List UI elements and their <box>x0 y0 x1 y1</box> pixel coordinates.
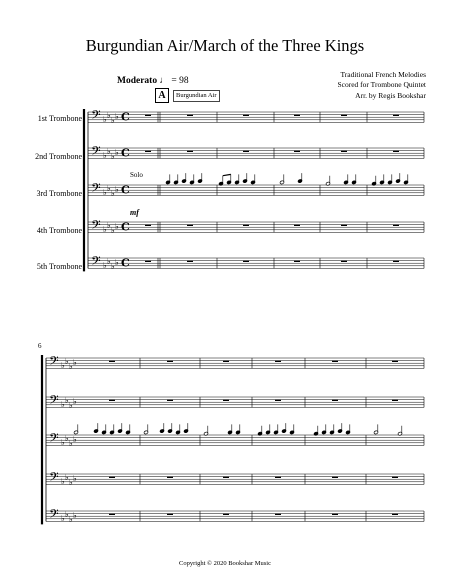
common-time-signature: C <box>121 110 130 124</box>
bass-clef-icon: 𝄢 <box>91 253 101 272</box>
whole-rest <box>109 514 115 515</box>
whole-rest <box>109 400 115 401</box>
bass-clef-icon: 𝄢 <box>49 392 59 411</box>
credit-line-arranger: Arr. by Regis Bookshar <box>355 90 426 100</box>
flat-icon: ♭ <box>115 148 119 158</box>
measure-number: 6 <box>38 342 42 350</box>
whole-rest <box>332 400 338 401</box>
whole-rest <box>341 151 347 152</box>
copyright-notice: Copyright © 2020 Bookshar Music <box>179 560 271 567</box>
common-time-signature: C <box>121 220 130 234</box>
flat-icon: ♭ <box>115 258 119 268</box>
flat-icon: ♭ <box>61 437 65 447</box>
whole-rest <box>223 477 229 478</box>
whole-rest <box>392 361 398 362</box>
flat-icon: ♭ <box>103 114 107 124</box>
common-time-signature: C <box>121 256 130 270</box>
whole-rest <box>393 225 399 226</box>
whole-rest <box>393 151 399 152</box>
whole-rest <box>275 361 281 362</box>
flat-icon: ♭ <box>111 226 115 236</box>
flat-icon: ♭ <box>73 511 77 521</box>
pickup-rest <box>145 225 151 226</box>
whole-rest <box>223 361 229 362</box>
flat-icon: ♭ <box>103 260 107 270</box>
whole-rest <box>393 115 399 116</box>
flat-icon: ♭ <box>61 476 65 486</box>
whole-rest <box>294 261 300 262</box>
whole-rest <box>275 477 281 478</box>
section-label: Burgundian Air <box>173 90 220 102</box>
flat-icon: ♭ <box>65 472 69 482</box>
whole-rest <box>332 514 338 515</box>
pickup-rest <box>145 115 151 116</box>
flat-icon: ♭ <box>61 399 65 409</box>
whole-rest <box>294 225 300 226</box>
flat-icon: ♭ <box>69 439 73 449</box>
whole-rest <box>167 361 173 362</box>
bass-clef-icon: 𝄢 <box>49 469 59 488</box>
common-time-signature: C <box>121 146 130 160</box>
bass-clef-icon: 𝄢 <box>49 430 59 449</box>
whole-rest <box>392 400 398 401</box>
flat-icon: ♭ <box>61 513 65 523</box>
bass-clef-icon: 𝄢 <box>91 143 101 162</box>
flat-icon: ♭ <box>73 397 77 407</box>
flat-icon: ♭ <box>115 112 119 122</box>
instrument-label-4th-trombone: 4th Trombone <box>36 226 82 235</box>
flat-icon: ♭ <box>115 222 119 232</box>
score-title: Burgundian Air/March of the Three Kings <box>85 36 365 55</box>
whole-rest <box>167 400 173 401</box>
whole-rest <box>187 151 193 152</box>
common-time-signature: C <box>121 183 130 197</box>
flat-icon: ♭ <box>69 478 73 488</box>
whole-rest <box>243 261 249 262</box>
instrument-label-1st-trombone: 1st Trombone <box>37 114 82 123</box>
flat-icon: ♭ <box>107 220 111 230</box>
bass-clef-icon: 𝄢 <box>91 107 101 126</box>
flat-icon: ♭ <box>61 360 65 370</box>
flat-icon: ♭ <box>115 185 119 195</box>
tempo-text: Moderato <box>117 76 158 86</box>
whole-rest <box>341 115 347 116</box>
flat-icon: ♭ <box>111 189 115 199</box>
flat-icon: ♭ <box>73 474 77 484</box>
credit-line-scoring: Scored for Trombone Quintet <box>337 80 426 90</box>
flat-icon: ♭ <box>103 224 107 234</box>
flat-icon: ♭ <box>69 362 73 372</box>
flat-icon: ♭ <box>111 262 115 272</box>
whole-rest <box>243 225 249 226</box>
whole-rest <box>109 477 115 478</box>
flat-icon: ♭ <box>111 152 115 162</box>
note-beam <box>223 174 231 175</box>
flat-icon: ♭ <box>65 356 69 366</box>
pickup-rest <box>145 261 151 262</box>
flat-icon: ♭ <box>65 395 69 405</box>
whole-rest <box>294 151 300 152</box>
flat-icon: ♭ <box>107 110 111 120</box>
bass-clef-icon: 𝄢 <box>91 217 101 236</box>
instrument-label-3rd-trombone: 3rd Trombone <box>36 189 82 198</box>
flat-icon: ♭ <box>73 435 77 445</box>
bass-clef-icon: 𝄢 <box>91 180 101 199</box>
instrument-label-2nd-trombone: 2nd Trombone <box>35 152 82 161</box>
flat-icon: ♭ <box>69 401 73 411</box>
flat-icon: ♭ <box>65 433 69 443</box>
flat-icon: ♭ <box>107 146 111 156</box>
bass-clef-icon: 𝄢 <box>49 353 59 372</box>
whole-rest <box>223 514 229 515</box>
whole-rest <box>275 514 281 515</box>
whole-rest <box>341 261 347 262</box>
dynamic-marking: mf <box>130 208 139 217</box>
credit-line-source: Traditional French Melodies <box>340 70 426 79</box>
flat-icon: ♭ <box>107 183 111 193</box>
flat-icon: ♭ <box>73 358 77 368</box>
whole-rest <box>294 115 300 116</box>
metronome-mark: ♩ = 98 <box>159 76 189 86</box>
whole-rest <box>332 361 338 362</box>
flat-icon: ♭ <box>69 515 73 525</box>
whole-rest <box>109 361 115 362</box>
instrument-label-5th-trombone: 5th Trombone <box>36 262 82 271</box>
whole-rest <box>393 261 399 262</box>
whole-rest <box>187 225 193 226</box>
whole-rest <box>392 477 398 478</box>
flat-icon: ♭ <box>107 256 111 266</box>
flat-icon: ♭ <box>65 509 69 519</box>
whole-rest <box>167 477 173 478</box>
flat-icon: ♭ <box>103 150 107 160</box>
solo-marking: Solo <box>130 171 143 179</box>
flat-icon: ♭ <box>111 116 115 126</box>
whole-rest <box>167 514 173 515</box>
whole-rest <box>243 115 249 116</box>
bass-clef-icon: 𝄢 <box>49 506 59 525</box>
whole-rest <box>187 261 193 262</box>
rehearsal-mark: A <box>155 88 169 103</box>
whole-rest <box>243 151 249 152</box>
flat-icon: ♭ <box>103 187 107 197</box>
whole-rest <box>275 400 281 401</box>
whole-rest <box>223 400 229 401</box>
whole-rest <box>187 115 193 116</box>
whole-rest <box>392 514 398 515</box>
pickup-rest <box>145 151 151 152</box>
whole-rest <box>341 225 347 226</box>
whole-rest <box>332 477 338 478</box>
